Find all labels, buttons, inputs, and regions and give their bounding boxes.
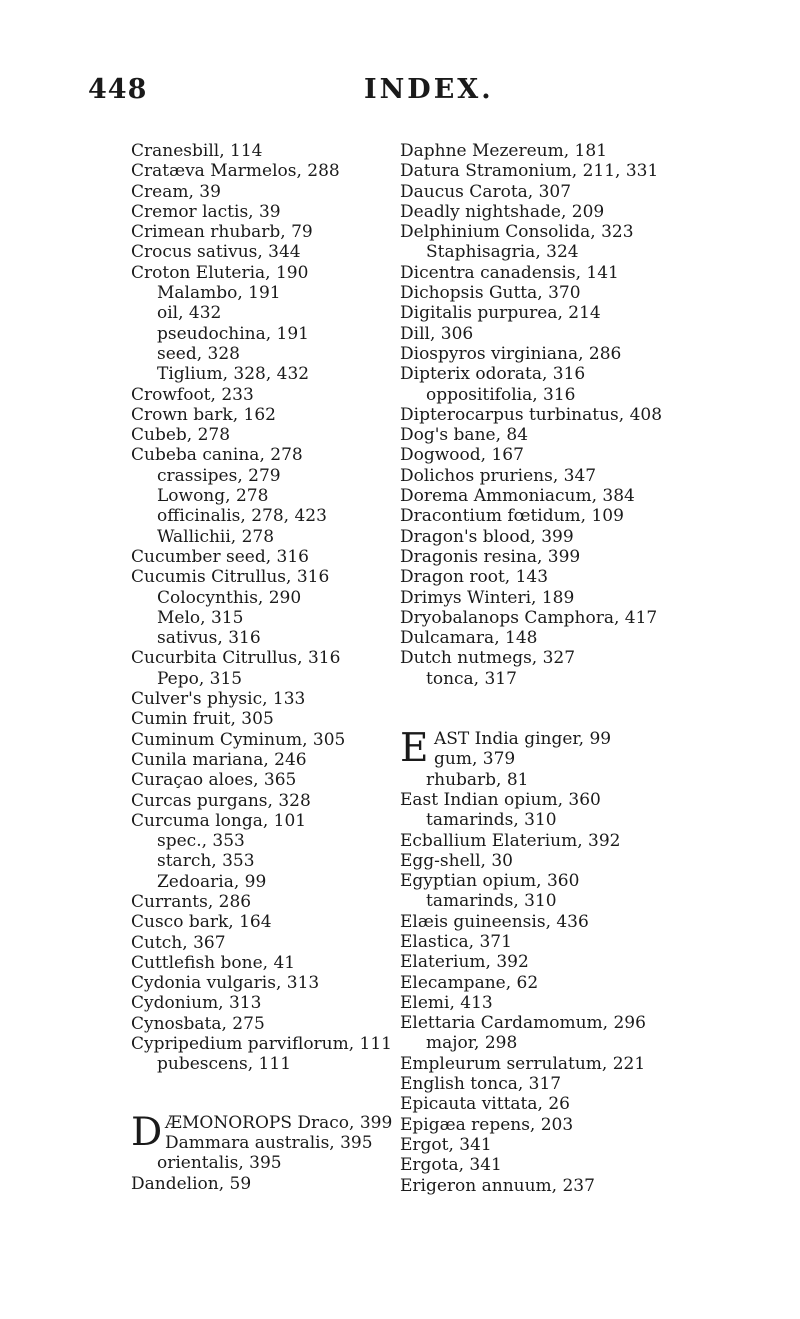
index-subentry: Colocynthis, 290 bbox=[157, 587, 302, 608]
index-subentry: tamarinds, 310 bbox=[426, 810, 557, 831]
index-entry: Cusco bark, 164 bbox=[131, 912, 272, 933]
index-subentry: pubescens, 111 bbox=[157, 1054, 292, 1075]
index-entry: Cutch, 367 bbox=[131, 932, 226, 953]
index-subentry: Lowong, 278 bbox=[157, 486, 269, 507]
index-subentry: oil, 432 bbox=[157, 303, 222, 324]
index-subentry: seed, 328 bbox=[157, 343, 240, 364]
index-entry: Cumin fruit, 305 bbox=[131, 709, 274, 730]
index-subentry: Pepo, 315 bbox=[157, 668, 243, 689]
index-entry: Cydonium, 313 bbox=[131, 993, 262, 1014]
index-entry: Crocus sativus, 344 bbox=[131, 242, 301, 263]
page-header bbox=[88, 74, 753, 110]
index-subentry: officinalis, 278, 423 bbox=[157, 506, 327, 527]
index-entry: Dicentra canadensis, 141 bbox=[400, 262, 619, 283]
index-entry: Curaçao aloes, 365 bbox=[131, 770, 297, 791]
index-entry: Crowfoot, 233 bbox=[131, 384, 254, 405]
index-column-right bbox=[400, 141, 745, 1196]
index-entry: English tonca, 317 bbox=[400, 1074, 562, 1095]
index-entry: Dolichos pruriens, 347 bbox=[400, 465, 597, 486]
section-gap bbox=[131, 1075, 401, 1113]
index-subentry: Zedoaria, 99 bbox=[157, 871, 267, 892]
drop-cap-letter: E bbox=[400, 726, 429, 772]
index-entry: Dorema Ammoniacum, 384 bbox=[400, 486, 635, 507]
index-entry: Crimean rhubarb, 79 bbox=[131, 222, 313, 243]
index-subentry: Wallichii, 278 bbox=[157, 526, 275, 547]
index-entry: Ecballium Elaterium, 392 bbox=[400, 830, 621, 851]
index-entry: Dragonis resina, 399 bbox=[400, 546, 581, 567]
index-entry: Crown bark, 162 bbox=[131, 404, 276, 425]
index-subentry: Tiglium, 328, 432 bbox=[157, 364, 310, 385]
index-entry: Dog's bane, 84 bbox=[400, 425, 529, 446]
index-subentry: Staphisagria, 324 bbox=[426, 242, 579, 263]
section-gap bbox=[400, 689, 745, 729]
index-entry: East Indian opium, 360 bbox=[400, 789, 601, 810]
index-subentry: Malambo, 191 bbox=[157, 283, 281, 304]
index-entry: Cydonia vulgaris, 313 bbox=[131, 973, 320, 994]
lead-entry-text: ÆMONOROPS Draco, 399 bbox=[165, 1112, 393, 1133]
index-entry: Croton Eluteria, 190 bbox=[131, 262, 309, 283]
index-entry: Dill, 306 bbox=[400, 323, 474, 344]
index-entry: Dandelion, 59 bbox=[131, 1173, 252, 1194]
index-entry: Empleurum serrulatum, 221 bbox=[400, 1053, 646, 1074]
index-entry: Daucus Carota, 307 bbox=[400, 181, 572, 202]
index-entry: Dragon root, 143 bbox=[400, 567, 549, 588]
index-entry: Dammara australis, 395 bbox=[165, 1132, 373, 1153]
index-entry: Digitalis purpurea, 214 bbox=[400, 303, 601, 324]
index-subentry: tamarinds, 310 bbox=[426, 891, 557, 912]
index-entry: Elaterium, 392 bbox=[400, 952, 529, 973]
index-entry: Cucumis Citrullus, 316 bbox=[131, 567, 330, 588]
index-entry: Cuminum Cyminum, 305 bbox=[131, 729, 346, 750]
index-entry: Cucurbita Citrullus, 316 bbox=[131, 648, 341, 669]
index-subentry: major, 298 bbox=[426, 1033, 518, 1054]
index-entry: Epigæa repens, 203 bbox=[400, 1114, 574, 1135]
index-entry: Dracontium fœtidum, 109 bbox=[400, 506, 624, 527]
index-entry: Datura Stramonium, 211, 331 bbox=[400, 161, 659, 182]
index-subentry: Melo, 315 bbox=[157, 607, 244, 628]
index-entry: Delphinium Consolida, 323 bbox=[400, 222, 634, 243]
index-subentry: oppositifolia, 316 bbox=[426, 384, 576, 405]
lead-entry-text: AST India ginger, 99 bbox=[434, 729, 612, 750]
index-entry: Diospyros virginiana, 286 bbox=[400, 343, 622, 364]
index-subentry: sativus, 316 bbox=[157, 628, 261, 649]
index-entry: Cubeb, 278 bbox=[131, 425, 231, 446]
index-entry: Ergot, 341 bbox=[400, 1134, 492, 1155]
index-entry: Cuttlefish bone, 41 bbox=[131, 952, 296, 973]
index-subentry: tonca, 317 bbox=[426, 668, 517, 689]
index-entry: Elecampane, 62 bbox=[400, 972, 539, 993]
index-entry: Dipterocarpus turbinatus, 408 bbox=[400, 404, 663, 425]
index-entry: Cranesbill, 114 bbox=[131, 141, 263, 161]
index-column-left bbox=[131, 141, 401, 1194]
drop-cap-letter: D bbox=[131, 1109, 163, 1155]
index-entry: Dogwood, 167 bbox=[400, 445, 524, 466]
index-entry: Cremor lactis, 39 bbox=[131, 201, 281, 222]
index-entry: gum, 379 bbox=[434, 749, 516, 770]
index-entry: Curcuma longa, 101 bbox=[131, 810, 307, 831]
index-subentry: crassipes, 279 bbox=[157, 465, 281, 486]
index-entry: Cratæva Marmelos, 288 bbox=[131, 161, 340, 182]
index-entry: Dulcamara, 148 bbox=[400, 628, 538, 649]
index-entry: Cucumber seed, 316 bbox=[131, 546, 310, 567]
index-entry: Elastica, 371 bbox=[400, 931, 512, 952]
index-entry: Elæis guineensis, 436 bbox=[400, 911, 589, 932]
index-entry: Dutch nutmegs, 327 bbox=[400, 648, 576, 669]
index-subentry: spec., 353 bbox=[157, 831, 245, 852]
index-subentry: starch, 353 bbox=[157, 851, 255, 872]
index-entry: Egyptian opium, 360 bbox=[400, 871, 580, 892]
index-entry: Elemi, 413 bbox=[400, 992, 493, 1013]
index-entry: Deadly nightshade, 209 bbox=[400, 201, 605, 222]
index-entry: Dragon's blood, 399 bbox=[400, 526, 574, 547]
index-entry: Egg-shell, 30 bbox=[400, 850, 513, 871]
index-entry: Dipterix odorata, 316 bbox=[400, 364, 586, 385]
index-subentry: rhubarb, 81 bbox=[426, 769, 529, 790]
index-entry: Ergota, 341 bbox=[400, 1155, 502, 1176]
index-entry: Curcas purgans, 328 bbox=[131, 790, 311, 811]
index-entry: Cynosbata, 275 bbox=[131, 1013, 265, 1034]
index-subentry: orientalis, 395 bbox=[157, 1153, 282, 1174]
index-entry: Cream, 39 bbox=[131, 181, 221, 202]
index-entry: Cubeba canina, 278 bbox=[131, 445, 303, 466]
index-entry: Culver's physic, 133 bbox=[131, 689, 306, 710]
index-entry: Cypripedium parviflorum, 111 bbox=[131, 1034, 393, 1055]
index-entry: Daphne Mezereum, 181 bbox=[400, 141, 608, 161]
index-entry: Cunila mariana, 246 bbox=[131, 749, 307, 770]
index-entry: Drimys Winteri, 189 bbox=[400, 587, 575, 608]
page-title: INDEX. bbox=[364, 74, 494, 105]
index-entry: Currants, 286 bbox=[131, 891, 252, 912]
index-entry: Dichopsis Gutta, 370 bbox=[400, 283, 581, 304]
index-entry: Dryobalanops Camphora, 417 bbox=[400, 607, 658, 628]
index-entry: Elettaria Cardamomum, 296 bbox=[400, 1013, 646, 1034]
page-number: 448 bbox=[88, 74, 148, 105]
index-entry: Epicauta vittata, 26 bbox=[400, 1094, 570, 1115]
index-subentry: pseudochina, 191 bbox=[157, 323, 309, 344]
index-entry: Erigeron annuum, 237 bbox=[400, 1175, 595, 1196]
